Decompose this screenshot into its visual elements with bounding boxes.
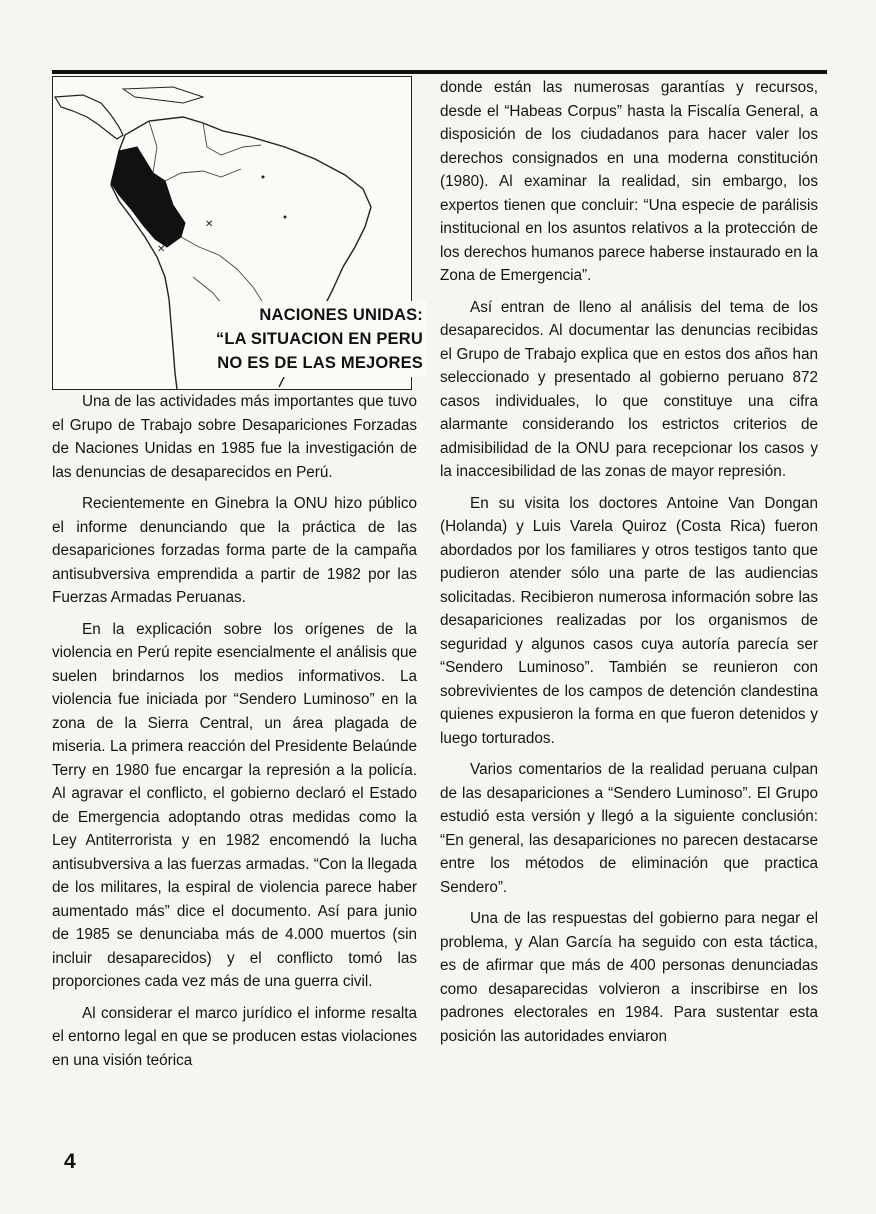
top-rule [52, 70, 827, 74]
right-paragraph-3: En su visita los doctores Antoine Van Dongan (Holanda) y Luis Varela Quiroz (Costa Rica) fueron abordados por los familiares y otros testigos tanto que pudieron atender sólo una parte de las audiencias solicitadas. Recibieron numerosa información sobre las desapariciones realizadas por los organismos de seguridad y algunos casos cuya autoría parecía ser “Sendero Luminoso”. También se reunieron con sobrevivientes de los campos de detención clandestina quienes expusieron la forma en que fueron detenidos y luego torturados. [440, 494, 818, 747]
svg-text:✕: ✕ [205, 219, 214, 230]
left-column [52, 76, 423, 1072]
page-number: 4 [64, 1150, 76, 1173]
right-paragraph-4: Varios comentarios de la realidad peruana culpan de las desapariciones a “Sendero Luminoso”. El Grupo estudió esta versión y llegó a la siguiente conclusión: “En general, las desapariciones no parecen destacarse entre los métodos de eliminación que practica Sendero”. [440, 761, 818, 896]
left-paragraph-3: En la explicación sobre los orígenes de la violencia en Perú repite esencialmente el análisis que suelen brindarnos los medios informativos. La violencia fue iniciada por “Sendero Luminoso” en la zona de la Sierra Central, un área plagada de miseria. La primera reacción del Presidente Belaúnde Terry en 1980 fue encargar la represión a la policía. Al agravar el conflicto, el gobierno declaró el Estado de Emergencia adoptando otras medidas como la Ley Antiterrorista y en 1982 encomendó la lucha antisubversiva a las fuerzas armadas. “Con la llegada de los militares, la espiral de violencia parece haber aumentado más” dice el documento. Así para junio de 1985 se denunciaba más de 4.000 muertos (sin incluir desaparecidos) y el conflicto tomó las proporciones cada vez más de una guerra civil. [52, 620, 417, 990]
right-paragraph-1: donde están las numerosas garantías y recursos, desde el “Habeas Corpus” hasta la Fiscalía General, a disposición de los ciudadanos para hacer valer los derechos consignados en una moderna constitución (1980). Al examinar la realidad, sin embargo, los expertos tienen que concluir: “Una especie de parálisis institucional en los asuntos relativos a la protección de los derechos humanos parece haberse instaurado en la Zona de Emergencia”. [440, 79, 818, 284]
headline [203, 301, 427, 377]
left-paragraph-1: Una de las actividades más importantes que tuvo el Grupo de Trabajo sobre Desapariciones Forzadas de Naciones Unidas en 1985 fue la investigación de las denuncias de desaparecidos en Perú. [52, 393, 417, 481]
headline-line-1: NACIONES UNIDAS: [259, 306, 423, 324]
right-paragraph-5: Una de las respuestas del gobierno para negar el problema, y Alan García ha seguido con esta táctica, es de afirmar que más de 400 personas denunciadas como desaparecidas volvieron a inscribirse en los padrones electorales en 1984. Para sustentar esta posición las autoridades enviaron [440, 910, 818, 1045]
map-figure [52, 76, 423, 390]
right-column [440, 76, 818, 1048]
headline-line-2: “LA SITUACION EN PERU [215, 330, 423, 348]
svg-text:✕: ✕ [157, 244, 166, 255]
headline-line-3: NO ES DE LAS MEJORES [217, 354, 423, 372]
left-paragraph-2: Recientemente en Ginebra la ONU hizo público el informe denunciando que la práctica de las desapariciones forzadas forma parte de la campaña antisubversiva emprendida a partir de 1982 por las Fuerzas Armadas Peruanas. [52, 495, 417, 606]
left-paragraph-4: Al considerar el marco jurídico el informe resalta el entorno legal en que se producen estas violaciones en una visión teórica [52, 1004, 417, 1069]
right-paragraph-2: Así entran de lleno al análisis del tema de los desaparecidos. Al documentar las denuncias recibidas el Grupo de Trabajo explica que en estos dos años han seleccionado y presentado al gobierno peruano 872 casos individuales, lo que constituye una cifra alarmante considerando los estrictos criterios de admisibilidad de la ONU para recepcionar los casos y la inaccesibilidad de las zonas de mayor represión. [440, 298, 818, 480]
